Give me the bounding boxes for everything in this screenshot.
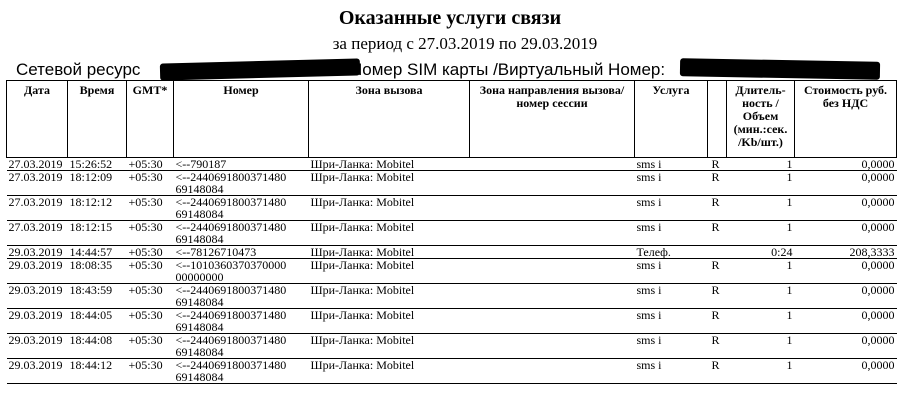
col-header-number: Номер [174, 81, 309, 158]
cell-cost: 0,0000 [795, 309, 897, 334]
cell-time: 18:44:08 [68, 334, 127, 359]
cell-gmt: +05:30 [127, 158, 174, 171]
cell-zone: Шри-Ланка: Mobitel [309, 259, 470, 284]
cell-date: 29.03.2019 [7, 284, 68, 309]
cell-duration: 1 [727, 196, 795, 221]
table-row [7, 284, 897, 309]
cell-duration: 1 [727, 334, 795, 359]
cell-service: sms i [635, 221, 708, 246]
table-row [7, 158, 897, 171]
cell-number: <--2440691800371480 69148084 [174, 196, 309, 221]
cell-flag [708, 246, 727, 259]
col-header-time: Время [68, 81, 127, 158]
cell-zone: Шри-Ланка: Mobitel [309, 309, 470, 334]
cell-flag: R [708, 171, 727, 196]
cell-date: 27.03.2019 [7, 221, 68, 246]
cell-gmt: +05:30 [127, 196, 174, 221]
cell-flag: R [708, 359, 727, 384]
redaction-sim-number [680, 58, 880, 79]
report-period: за период с 27.03.2019 по 29.03.2019 [332, 34, 598, 53]
cell-date: 27.03.2019 [7, 171, 68, 196]
cell-cost: 0,0000 [795, 334, 897, 359]
cell-cost: 0,0000 [795, 259, 897, 284]
cell-gmt: +05:30 [127, 171, 174, 196]
cell-direction [470, 334, 635, 359]
cell-cost: 0,0000 [795, 221, 897, 246]
cell-time: 18:44:12 [68, 359, 127, 384]
cell-number: <--2440691800371480 69148084 [174, 171, 309, 196]
cell-flag: R [708, 196, 727, 221]
cell-date: 27.03.2019 [7, 158, 68, 171]
cell-number: <--78126710473 [174, 246, 309, 259]
cell-duration: 1 [727, 221, 795, 246]
cell-gmt: +05:30 [127, 246, 174, 259]
cell-number: <--790187 [174, 158, 309, 171]
col-header-date: Дата [7, 81, 68, 158]
cell-direction [470, 221, 635, 246]
cell-gmt: +05:30 [127, 309, 174, 334]
cell-duration: 1 [727, 309, 795, 334]
cell-cost: 0,0000 [795, 171, 897, 196]
cell-gmt: +05:30 [127, 221, 174, 246]
cell-direction [470, 284, 635, 309]
cell-zone: Шри-Ланка: Mobitel [309, 158, 470, 171]
table-row [7, 309, 897, 334]
cell-duration: 1 [727, 259, 795, 284]
cell-time: 18:12:12 [68, 196, 127, 221]
col-header-gmt: GMT* [127, 81, 174, 158]
cell-service: sms i [635, 309, 708, 334]
cell-gmt: +05:30 [127, 359, 174, 384]
cell-time: 18:44:05 [68, 309, 127, 334]
col-header-cost: Стоимость руб. без НДС [795, 81, 897, 158]
cell-flag: R [708, 334, 727, 359]
cell-direction [470, 309, 635, 334]
cell-time: 18:12:15 [68, 221, 127, 246]
cell-gmt: +05:30 [127, 284, 174, 309]
cell-time: 18:43:59 [68, 284, 127, 309]
cell-direction [470, 171, 635, 196]
cell-date: 29.03.2019 [7, 259, 68, 284]
cell-zone: Шри-Ланка: Mobitel [309, 334, 470, 359]
table-row [7, 221, 897, 246]
table-row [7, 246, 897, 259]
cell-cost: 208,3333 [795, 246, 897, 259]
cell-number: <--2440691800371480 69148084 [174, 309, 309, 334]
cell-flag: R [708, 259, 727, 284]
cell-service: sms i [635, 158, 708, 171]
cell-gmt: +05:30 [127, 259, 174, 284]
cell-service: sms i [635, 359, 708, 384]
cell-duration: 1 [727, 171, 795, 196]
sim-number-label: Номер SIM карты /Виртуальный Номер: [350, 60, 666, 79]
services-table [6, 80, 897, 384]
cell-gmt: +05:30 [127, 334, 174, 359]
report-title: Оказанные услуги связи [338, 7, 562, 29]
cell-direction [470, 359, 635, 384]
cell-time: 15:26:52 [68, 158, 127, 171]
cell-direction [470, 196, 635, 221]
cell-flag: R [708, 158, 727, 171]
cell-zone: Шри-Ланка: Mobitel [309, 246, 470, 259]
col-header-zone: Зона вызова [309, 81, 470, 158]
cell-duration: 1 [727, 158, 795, 171]
cell-time: 14:44:57 [68, 246, 127, 259]
cell-number: <--2440691800371480 69148084 [174, 221, 309, 246]
cell-cost: 0,0000 [795, 196, 897, 221]
col-header-duration: Длитель-ность /Объем (мин.:сек. /Kb/шт.) [727, 81, 795, 158]
cell-service: sms i [635, 334, 708, 359]
cell-number: <--2440691800371480 69148084 [174, 284, 309, 309]
cell-cost: 0,0000 [795, 158, 897, 171]
cell-duration: 1 [727, 359, 795, 384]
cell-service: sms i [635, 171, 708, 196]
cell-number: <--1010360370370000 00000000 [174, 259, 309, 284]
cell-time: 18:08:35 [68, 259, 127, 284]
table-row [7, 334, 897, 359]
table-row [7, 196, 897, 221]
cell-number: <--2440691800371480 69148084 [174, 359, 309, 384]
table-row [7, 259, 897, 284]
cell-direction [470, 259, 635, 284]
cell-direction [470, 246, 635, 259]
cell-cost: 0,0000 [795, 359, 897, 384]
cell-direction [470, 158, 635, 171]
cell-duration: 0:24 [727, 246, 795, 259]
table-header-row [7, 81, 897, 158]
table-row [7, 171, 897, 196]
cell-duration: 1 [727, 284, 795, 309]
cell-zone: Шри-Ланка: Mobitel [309, 284, 470, 309]
cell-time: 18:12:09 [68, 171, 127, 196]
table-row [7, 359, 897, 384]
cell-service: Телеф. [635, 246, 708, 259]
col-header-service: Услуга [635, 81, 708, 158]
col-header-flag [708, 81, 727, 158]
col-header-direction: Зона направления вызова/номер сессии [470, 81, 635, 158]
cell-date: 27.03.2019 [7, 196, 68, 221]
cell-zone: Шри-Ланка: Mobitel [309, 359, 470, 384]
cell-zone: Шри-Ланка: Mobitel [309, 171, 470, 196]
cell-cost: 0,0000 [795, 284, 897, 309]
cell-date: 29.03.2019 [7, 359, 68, 384]
cell-service: sms i [635, 284, 708, 309]
cell-zone: Шри-Ланка: Mobitel [309, 221, 470, 246]
cell-date: 29.03.2019 [7, 309, 68, 334]
cell-number: <--2440691800371480 69148084 [174, 334, 309, 359]
cell-date: 29.03.2019 [7, 334, 68, 359]
network-resource-label: Сетевой ресурс [16, 60, 141, 79]
cell-flag: R [708, 309, 727, 334]
redaction-network-resource [160, 58, 360, 80]
cell-flag: R [708, 221, 727, 246]
cell-service: sms i [635, 196, 708, 221]
cell-zone: Шри-Ланка: Mobitel [309, 196, 470, 221]
cell-service: sms i [635, 259, 708, 284]
cell-flag: R [708, 284, 727, 309]
cell-date: 29.03.2019 [7, 246, 68, 259]
